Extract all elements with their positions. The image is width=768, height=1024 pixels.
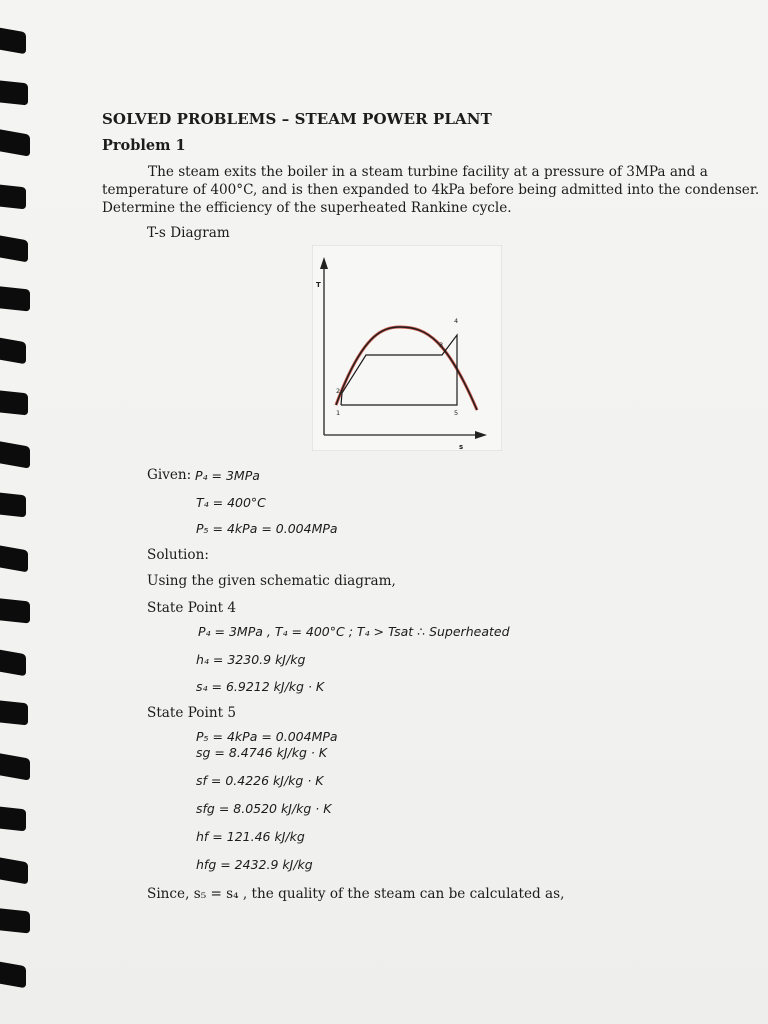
spiral-binding <box>0 0 40 1024</box>
state4-line: h₄ = 3230.9 kJ/kg <box>196 652 306 667</box>
state5-line: P₅ = 4kPa = 0.004MPa <box>196 729 338 744</box>
binding-hole <box>0 391 28 416</box>
binding-hole <box>0 493 26 518</box>
solution-label: Solution: <box>147 547 209 563</box>
binding-hole <box>0 338 26 365</box>
binding-hole <box>0 441 30 468</box>
state5-line: sg = 8.4746 kJ/kg · K <box>196 745 328 760</box>
since-line: Since, s₅ = s₄ , the quality of the steam can be calculated as, <box>147 886 565 902</box>
diagram-caption: T-s Diagram <box>147 225 230 241</box>
state5-line: sf = 0.4226 kJ/kg · K <box>196 773 324 788</box>
problem-heading: Problem 1 <box>102 137 186 154</box>
binding-hole <box>0 650 26 677</box>
s-axis-label: s <box>459 443 464 451</box>
statement-line: Determine the efficiency of the superheated Rankine cycle. <box>102 200 512 216</box>
binding-hole <box>0 81 28 106</box>
t-axis-label: T <box>316 281 321 289</box>
state5-line: hf = 121.46 kJ/kg <box>196 829 305 844</box>
ts-diagram <box>312 245 502 451</box>
point-label-4: 4 <box>454 317 459 325</box>
binding-hole <box>0 28 26 55</box>
state5-line: hfg = 2432.9 kJ/kg <box>196 857 313 872</box>
state4-line: s₄ = 6.9212 kJ/kg · K <box>196 679 325 694</box>
binding-hole <box>0 546 28 573</box>
binding-hole <box>0 858 28 885</box>
given-p4: P₄ = 3MPa <box>195 468 260 483</box>
ts-diagram-svg <box>312 245 502 451</box>
diagram-frame <box>312 245 502 451</box>
state4-line: P₄ = 3MPa , T₄ = 400°C ; T₄ > Tsat ∴ Superheated <box>198 624 510 639</box>
using-line: Using the given schematic diagram, <box>147 573 396 589</box>
binding-hole <box>0 908 30 933</box>
point-label-5: 5 <box>454 409 459 417</box>
statement-line: The steam exits the boiler in a steam turbine facility at a pressure of 3MPa and a <box>148 164 708 180</box>
state4-heading: State Point 4 <box>147 600 237 616</box>
point-label-1: 1 <box>336 409 341 417</box>
binding-hole <box>0 185 26 210</box>
binding-hole <box>0 701 28 726</box>
document-title: SOLVED PROBLEMS – STEAM POWER PLANT <box>102 110 492 128</box>
binding-hole <box>0 753 30 780</box>
point-label-2: 2 <box>336 387 341 395</box>
statement-line: temperature of 400°C, and is then expanded to 4kPa before being admitted into the condenser. <box>102 182 760 198</box>
binding-hole <box>0 807 26 832</box>
binding-hole <box>0 598 30 623</box>
binding-hole <box>0 236 28 263</box>
binding-hole <box>0 962 26 989</box>
binding-hole <box>0 129 30 156</box>
state5-line: sfg = 8.0520 kJ/kg · K <box>196 801 332 816</box>
given-label: Given: <box>147 467 192 483</box>
problem-statement <box>102 163 760 217</box>
given-t4: T₄ = 400°C <box>196 495 266 510</box>
binding-hole <box>0 286 30 311</box>
given-p5: P₅ = 4kPa = 0.004MPa <box>196 521 338 536</box>
state5-heading: State Point 5 <box>147 705 237 721</box>
point-label-3: 3 <box>439 341 444 349</box>
